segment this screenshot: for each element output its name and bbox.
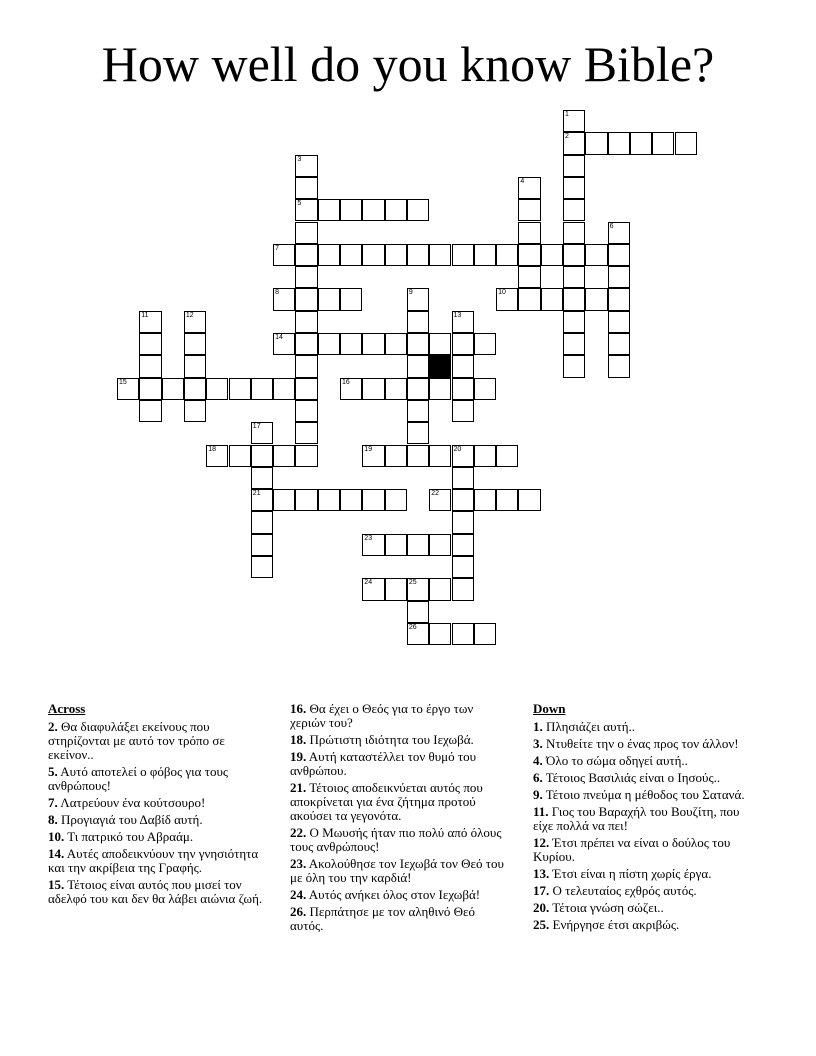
grid-cell[interactable] — [429, 378, 451, 400]
clue-number: 26 — [408, 623, 417, 631]
clue-item — [48, 830, 263, 844]
clue-item — [48, 813, 263, 827]
grid-cell[interactable] — [206, 445, 228, 467]
grid-cell[interactable] — [318, 333, 340, 355]
grid-cell[interactable] — [452, 467, 474, 489]
grid-cell[interactable] — [452, 333, 474, 355]
grid-cell[interactable] — [184, 355, 206, 377]
clue-item — [533, 805, 758, 833]
grid-cell[interactable] — [251, 445, 273, 467]
grid-cell[interactable] — [474, 378, 496, 400]
clue-item-text: Αυτές αποδεικνύουν την γνησιότητα και την ακρίβεια της Γραφής. — [48, 846, 259, 875]
clue-item-number: 19. — [290, 749, 307, 764]
clue-item — [290, 702, 508, 730]
grid-cell[interactable] — [496, 244, 518, 266]
grid-cell[interactable] — [362, 578, 384, 600]
clue-item-number: 22. — [290, 825, 307, 840]
grid-cell[interactable] — [295, 400, 317, 422]
clue-number: 10 — [498, 289, 506, 297]
grid-cell[interactable] — [518, 266, 540, 288]
grid-cell[interactable] — [206, 378, 228, 400]
grid-cell[interactable] — [251, 422, 273, 444]
grid-cell[interactable] — [608, 266, 630, 288]
clue-item-number: 14. — [48, 846, 65, 861]
clues-column-across-2 — [290, 702, 508, 936]
clue-item — [48, 765, 263, 793]
clue-item-text: Αυτός ανήκει όλος στον Ιεχωβά! — [306, 887, 481, 902]
clue-item-number: 25. — [533, 917, 550, 932]
clue-number: 14 — [275, 334, 283, 341]
clue-number: 22 — [431, 490, 439, 498]
clue-item-text: Λατρεύουν ένα κούτσουρο! — [57, 795, 206, 810]
clue-item — [48, 796, 263, 810]
grid-cell[interactable] — [541, 244, 563, 266]
clue-item-text: Προγιαγιά του Δαβίδ αυτή. — [57, 812, 203, 827]
grid-cell[interactable] — [362, 333, 384, 355]
grid-cell[interactable] — [385, 199, 407, 221]
grid-cell[interactable] — [429, 578, 451, 600]
clue-item — [533, 918, 758, 932]
grid-cell[interactable] — [184, 400, 206, 422]
clue-item — [290, 826, 508, 854]
grid-cell[interactable] — [452, 534, 474, 556]
grid-cell[interactable] — [295, 489, 317, 511]
clue-item — [48, 720, 263, 762]
clue-item-number: 1. — [533, 719, 543, 734]
grid-cell[interactable] — [251, 489, 273, 511]
grid-cell[interactable] — [362, 445, 384, 467]
grid-cell[interactable] — [608, 311, 630, 333]
grid-cell[interactable] — [474, 445, 496, 467]
grid-cell[interactable] — [585, 132, 607, 154]
clues-column-down — [533, 702, 758, 935]
grid-cell[interactable] — [362, 489, 384, 511]
clue-item-text: Θα έχει ο Θεός για το έργο των χεριών του? — [290, 701, 474, 730]
grid-cell[interactable] — [362, 378, 384, 400]
grid-cell[interactable] — [630, 132, 652, 154]
grid-cell[interactable] — [563, 288, 585, 310]
grid-cell[interactable] — [407, 311, 429, 333]
grid-cell[interactable] — [295, 355, 317, 377]
grid-cell[interactable] — [496, 489, 518, 511]
grid-cell[interactable] — [295, 288, 317, 310]
grid-cell[interactable] — [429, 623, 451, 645]
grid-cell[interactable] — [652, 132, 674, 154]
grid-cell[interactable] — [429, 489, 451, 511]
grid-cell[interactable] — [139, 378, 161, 400]
grid-cell[interactable] — [273, 445, 295, 467]
grid-cell[interactable] — [139, 400, 161, 422]
grid-cell[interactable] — [407, 623, 429, 645]
grid-cell[interactable] — [563, 177, 585, 199]
grid-cell[interactable] — [273, 333, 295, 355]
grid-cell[interactable] — [184, 333, 206, 355]
clue-item-number: 4. — [533, 753, 543, 768]
grid-cell[interactable] — [340, 489, 362, 511]
grid-cell[interactable] — [474, 623, 496, 645]
grid-cell[interactable] — [295, 244, 317, 266]
grid-cell[interactable] — [273, 244, 295, 266]
grid-cell[interactable] — [563, 222, 585, 244]
clue-item-number: 7. — [48, 795, 58, 810]
grid-cell[interactable] — [496, 288, 518, 310]
clue-item-number: 10. — [48, 829, 65, 844]
clue-item — [290, 781, 508, 823]
grid-cell[interactable] — [452, 355, 474, 377]
grid-cell[interactable] — [229, 445, 251, 467]
grid-cell[interactable] — [251, 556, 273, 578]
grid-cell[interactable] — [273, 489, 295, 511]
clue-item-text: Τέτοιος αποδεικνύεται αυτός που αποκρίνεται για ένα ζήτημα προτού ακούσει τα γεγονότα. — [290, 780, 483, 823]
grid-cell[interactable] — [452, 244, 474, 266]
clue-item-number: 2. — [48, 719, 58, 734]
grid-cell[interactable] — [563, 132, 585, 154]
grid-cell[interactable] — [385, 445, 407, 467]
clue-number: 17 — [252, 423, 261, 431]
clue-number: 21 — [252, 490, 261, 498]
grid-cell[interactable] — [385, 333, 407, 355]
grid-cell[interactable] — [518, 177, 540, 199]
grid-cell[interactable] — [251, 534, 273, 556]
clue-item — [533, 720, 758, 734]
black-square — [429, 355, 451, 377]
clue-item — [290, 750, 508, 778]
grid-cell[interactable] — [295, 445, 317, 467]
clue-number: 2 — [565, 133, 569, 141]
grid-cell[interactable] — [295, 311, 317, 333]
grid-cell[interactable] — [139, 333, 161, 355]
grid-cell[interactable] — [518, 244, 540, 266]
grid-cell[interactable] — [407, 244, 429, 266]
clue-item-number: 26. — [290, 904, 307, 919]
clue-number: 25 — [408, 579, 417, 587]
clue-item — [533, 754, 758, 768]
down-heading: Down — [533, 701, 566, 716]
clue-item-text: Ντυθείτε την ο ένας προς τον άλλον! — [542, 736, 739, 751]
grid-cell[interactable] — [340, 333, 362, 355]
grid-cell[interactable] — [184, 378, 206, 400]
grid-cell[interactable] — [362, 534, 384, 556]
clue-item-text: Έτσι πρέπει να είναι ο δούλος του Κυρίου. — [533, 835, 731, 864]
clue-item — [290, 733, 508, 747]
grid-cell[interactable] — [340, 288, 362, 310]
grid-cell[interactable] — [295, 422, 317, 444]
clue-item — [290, 857, 508, 885]
clue-item-number: 16. — [290, 701, 307, 716]
clue-number: 19 — [364, 445, 373, 453]
clue-number: 18 — [208, 445, 216, 453]
grid-cell[interactable] — [563, 244, 585, 266]
grid-cell[interactable] — [295, 222, 317, 244]
clue-item — [533, 788, 758, 802]
grid-cell[interactable] — [184, 311, 206, 333]
grid-cell[interactable] — [295, 155, 317, 177]
clue-item-number: 11. — [533, 804, 549, 819]
grid-cell[interactable] — [452, 556, 474, 578]
grid-cell[interactable] — [385, 378, 407, 400]
grid-cell[interactable] — [318, 244, 340, 266]
grid-cell[interactable] — [608, 244, 630, 266]
grid-cell[interactable] — [407, 534, 429, 556]
clue-item — [533, 836, 758, 864]
grid-cell[interactable] — [608, 132, 630, 154]
down-clues — [533, 720, 758, 932]
grid-cell[interactable] — [362, 244, 384, 266]
clue-item-text: Περπάτησε με τον αληθινό Θεό αυτός. — [290, 904, 475, 933]
clue-item-number: 21. — [290, 780, 307, 795]
grid-cell[interactable] — [385, 244, 407, 266]
grid-cell[interactable] — [452, 578, 474, 600]
grid-cell[interactable] — [340, 244, 362, 266]
clue-item — [533, 771, 758, 785]
grid-cell[interactable] — [407, 578, 429, 600]
grid-cell[interactable] — [251, 511, 273, 533]
grid-cell[interactable] — [407, 445, 429, 467]
grid-cell[interactable] — [563, 311, 585, 333]
grid-cell[interactable] — [295, 177, 317, 199]
grid-cell[interactable] — [385, 578, 407, 600]
clue-item-number: 24. — [290, 887, 307, 902]
clue-number: 13 — [453, 311, 462, 319]
grid-cell[interactable] — [117, 378, 139, 400]
grid-cell[interactable] — [563, 266, 585, 288]
clue-item-number: 23. — [290, 856, 307, 871]
clue-item-text: Ακολούθησε τον Ιεχωβά τον Θεό του με όλη του την καρδιά! — [290, 856, 504, 885]
grid-cell[interactable] — [407, 288, 429, 310]
grid-cell[interactable] — [385, 489, 407, 511]
clue-item-number: 20. — [533, 900, 550, 915]
grid-cell[interactable] — [273, 378, 295, 400]
across-clues-a — [48, 720, 263, 906]
clue-item-text: Γιος του Βαραχήλ του Βουζίτη, που είχε πολλά να πει! — [533, 804, 740, 833]
grid-cell[interactable] — [429, 445, 451, 467]
grid-cell[interactable] — [407, 333, 429, 355]
grid-cell[interactable] — [295, 333, 317, 355]
grid-cell[interactable] — [563, 199, 585, 221]
grid-cell[interactable] — [251, 467, 273, 489]
grid-cell[interactable] — [139, 311, 161, 333]
grid-cell[interactable] — [608, 222, 630, 244]
clue-number: 24 — [364, 579, 373, 587]
clue-item-text: Τέτοιο πνεύμα η μέθοδος του Σατανά. — [542, 787, 745, 802]
clue-item — [48, 878, 263, 906]
clue-item-text: Τέτοια γνώση σώζει.. — [549, 900, 664, 915]
grid-cell[interactable] — [518, 199, 540, 221]
grid-cell[interactable] — [608, 333, 630, 355]
clue-number: 23 — [364, 534, 373, 542]
clue-number: 12 — [185, 311, 194, 319]
grid-cell[interactable] — [295, 378, 317, 400]
clue-item-number: 3. — [533, 736, 543, 751]
grid-cell[interactable] — [563, 110, 585, 132]
clue-item-number: 12. — [533, 835, 550, 850]
clue-item — [290, 888, 508, 902]
grid-cell[interactable] — [429, 244, 451, 266]
grid-cell[interactable] — [429, 333, 451, 355]
clue-number: 9 — [408, 289, 413, 297]
grid-cell[interactable] — [229, 378, 251, 400]
grid-cell[interactable] — [407, 378, 429, 400]
clues-column-across-1 — [48, 702, 263, 909]
clue-number: 16 — [342, 378, 350, 386]
grid-cell[interactable] — [407, 601, 429, 623]
clue-item-number: 15. — [48, 877, 65, 892]
clue-item-number: 5. — [48, 764, 58, 779]
grid-cell[interactable] — [452, 511, 474, 533]
grid-cell[interactable] — [407, 400, 429, 422]
clue-number: 3 — [297, 155, 302, 163]
grid-cell[interactable] — [518, 489, 540, 511]
grid-cell[interactable] — [429, 534, 451, 556]
grid-cell[interactable] — [452, 445, 474, 467]
grid-cell[interactable] — [295, 199, 317, 221]
across-clues-b — [290, 702, 508, 933]
clue-item — [533, 901, 758, 915]
clue-item-text: Έτσι είναι η πίστη χωρίς έργα. — [549, 866, 712, 881]
grid-cell[interactable] — [362, 199, 384, 221]
grid-cell[interactable] — [608, 288, 630, 310]
clue-item-text: Ενήργησε έτσι ακριβώς. — [549, 917, 680, 932]
grid-cell[interactable] — [452, 378, 474, 400]
grid-cell[interactable] — [340, 199, 362, 221]
grid-cell[interactable] — [518, 222, 540, 244]
grid-cell[interactable] — [273, 288, 295, 310]
clue-item-number: 9. — [533, 787, 543, 802]
grid-cell[interactable] — [585, 244, 607, 266]
clue-item — [290, 905, 508, 933]
grid-cell[interactable] — [563, 333, 585, 355]
clue-item-text: Αυτό αποτελεί ο φόβος για τους ανθρώπους! — [48, 764, 229, 793]
grid-cell[interactable] — [518, 288, 540, 310]
clue-item-number: 18. — [290, 732, 307, 747]
grid-cell[interactable] — [340, 378, 362, 400]
grid-cell[interactable] — [407, 355, 429, 377]
grid-cell[interactable] — [452, 311, 474, 333]
across-heading: Across — [48, 701, 86, 716]
clue-number: 7 — [275, 244, 279, 252]
clue-number: 8 — [275, 289, 279, 297]
grid-cell[interactable] — [585, 288, 607, 310]
grid-cell[interactable] — [452, 489, 474, 511]
grid-cell[interactable] — [452, 400, 474, 422]
clue-item-text: Τέτοιος είναι αυτός που μισεί τον αδελφό του και δεν θα λάβει αιώνια ζωή. — [48, 877, 263, 906]
grid-cell[interactable] — [385, 534, 407, 556]
clue-number: 5 — [297, 200, 302, 208]
clue-item — [533, 737, 758, 751]
clue-item-text: Τέτοιος Βασιλιάς είναι ο Ιησούς.. — [542, 770, 721, 785]
grid-cell[interactable] — [675, 132, 697, 154]
grid-cell[interactable] — [452, 623, 474, 645]
grid-cell[interactable] — [608, 355, 630, 377]
clue-number: 20 — [453, 445, 462, 453]
clue-number: 6 — [609, 222, 614, 230]
clue-number: 11 — [141, 311, 149, 319]
clue-number: 15 — [119, 378, 127, 386]
clue-number: 4 — [520, 177, 525, 185]
clue-item-number: 13. — [533, 866, 550, 881]
grid-cell[interactable] — [407, 422, 429, 444]
grid-cell[interactable] — [318, 199, 340, 221]
grid-cell[interactable] — [318, 288, 340, 310]
clue-item-text: Ο τελευταίος εχθρός αυτός. — [549, 883, 697, 898]
page-title: How well do you know Bible? — [101, 36, 715, 92]
grid-cell[interactable] — [474, 333, 496, 355]
clue-item-text: Θα διαφυλάξει εκείνους που στηρίζονται με αυτό τον τρόπο σε εκείνον.. — [48, 719, 225, 762]
clue-item-text: Όλο το σώμα οδηγεί αυτή.. — [542, 753, 688, 768]
clue-item-text: Αυτή καταστέλλει τον θυμό του ανθρώπου. — [290, 749, 477, 778]
grid-cell[interactable] — [541, 288, 563, 310]
grid-cell[interactable] — [474, 489, 496, 511]
clue-item-number: 8. — [48, 812, 58, 827]
clue-item-text: Πλησιάζει αυτή.. — [542, 719, 636, 734]
clue-item-number: 17. — [533, 883, 550, 898]
clue-item-text: Τι πατρικό του Αβραάμ. — [64, 829, 194, 844]
grid-cell[interactable] — [474, 244, 496, 266]
clue-item — [533, 867, 758, 881]
clue-item — [533, 884, 758, 898]
clue-item-number: 6. — [533, 770, 543, 785]
grid-cell[interactable] — [139, 355, 161, 377]
grid-cell[interactable] — [496, 445, 518, 467]
clue-item-text: Ο Μωυσής ήταν πιο πολύ από όλους τους ανθρώπους! — [290, 825, 502, 854]
clue-number: 1 — [565, 111, 569, 118]
grid-cell[interactable] — [563, 155, 585, 177]
grid-cell[interactable] — [295, 266, 317, 288]
grid-cell[interactable] — [563, 355, 585, 377]
clue-item — [48, 847, 263, 875]
grid-cell[interactable] — [251, 378, 273, 400]
grid-cell[interactable] — [407, 199, 429, 221]
grid-cell[interactable] — [318, 489, 340, 511]
grid-cell[interactable] — [162, 378, 184, 400]
clue-item-text: Πρώτιστη ιδιότητα του Ιεχωβά. — [306, 732, 474, 747]
